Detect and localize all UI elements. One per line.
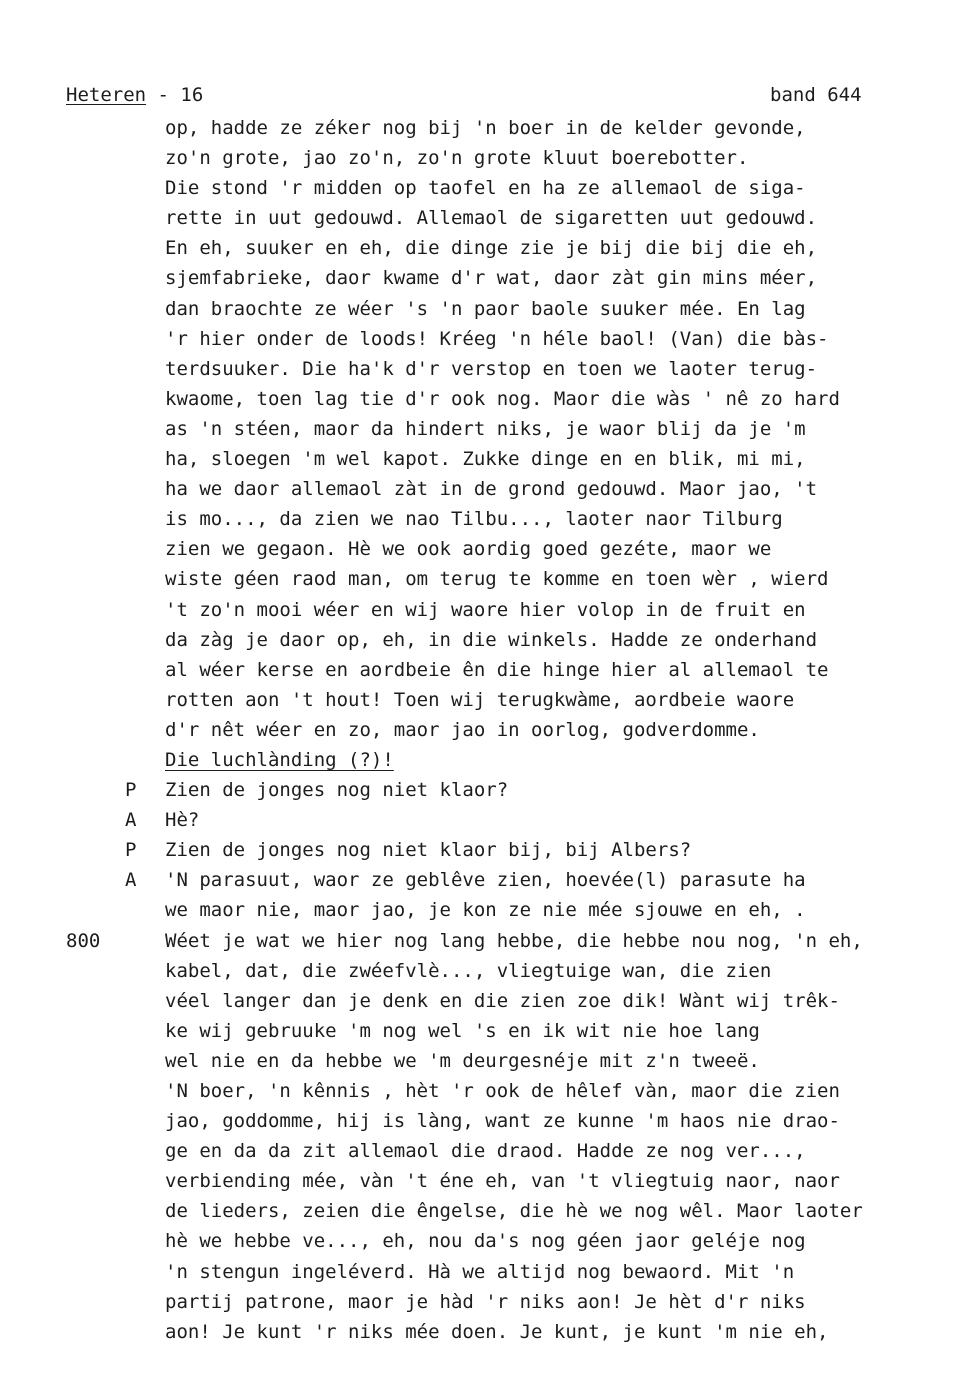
transcript-line: [0, 956, 966, 986]
line-text: 'r hier onder de loods! Kréeg 'n héle baol! (Van) die bàs-: [165, 327, 829, 350]
line-text: ge en da da zit allemaol die draod. Hadde ze nog ver...,: [165, 1140, 806, 1163]
line-text: dan braochte ze wéer 's 'n paor baole suuker mée. En lag: [165, 297, 806, 320]
transcript-line: [0, 655, 966, 685]
place-name: Heteren: [66, 84, 147, 106]
line-text: terdsuuker. Die ha'k d'r verstop en toen we laoter terug-: [165, 357, 818, 380]
transcript-line: [0, 865, 966, 895]
transcript-line: [0, 1046, 966, 1076]
transcript-line: [0, 625, 966, 655]
line-text: hè we hebbe ve..., eh, nou da's nog géen jaor geléje nog: [165, 1230, 806, 1253]
line-text: op, hadde ze zéker nog bij 'n boer in de kelder gevonde,: [165, 117, 806, 139]
line-text: kabel, dat, die zwéefvlè..., vliegtuige wan, die zien: [165, 959, 772, 982]
line-text: as 'n stéen, maor da hindert niks, je waor blij da je 'm: [165, 417, 806, 440]
transcript-line: [0, 294, 966, 324]
transcript-line: [0, 805, 966, 835]
line-text: wiste géen raod man, om terug te komme en toen wèr , wierd: [165, 568, 829, 591]
transcript-line: [0, 504, 966, 534]
transcript-line: [0, 595, 966, 625]
line-text: Die luchlànding (?)!: [165, 748, 394, 771]
transcript-line: [0, 1317, 966, 1347]
transcript-line: [0, 1287, 966, 1317]
line-text: zo'n grote, jao zo'n, zo'n grote kluut boerebotter.: [165, 147, 749, 170]
line-text: Hè?: [165, 809, 200, 832]
page-header-left: [66, 83, 203, 107]
speaker-label: P: [125, 839, 137, 862]
transcript-line: [0, 384, 966, 414]
transcript-body: [0, 113, 966, 1347]
line-text: Wéet je wat we hier nog lang hebbe, die hebbe nou nog, 'n eh,: [165, 929, 863, 952]
transcript-line: [0, 835, 966, 865]
line-text: 't zo'n mooi wéer en wij waore hier volop in de fruit en: [165, 598, 806, 621]
line-text: 'N parasuut, waor ze geblêve zien, hoevée(l) parasute ha: [165, 869, 806, 892]
line-text: rette in uut gedouwd. Allemaol de sigaretten uut gedouwd.: [165, 207, 818, 230]
line-text: ha we daor allemaol zàt in de grond gedouwd. Maor jao, 't: [165, 478, 818, 501]
speaker-label: A: [125, 809, 137, 832]
speaker-label: A: [125, 869, 137, 892]
line-text: d'r nêt wéer en zo, maor jao in oorlog, godverdomme.: [165, 718, 760, 741]
transcript-line: [0, 1106, 966, 1136]
transcript-line: [0, 203, 966, 233]
line-text: jao, goddomme, hij is làng, want ze kunne 'm haos nie drao-: [165, 1110, 840, 1133]
transcript-line: [0, 564, 966, 594]
transcript-line: [0, 444, 966, 474]
transcript-line: [0, 715, 966, 745]
line-text: zien we gegaon. Hè we ook aordig goed gezéte, maor we: [165, 538, 772, 561]
transcript-line: [0, 1076, 966, 1106]
line-text: Die stond 'r midden op taofel en ha ze allemaol de siga-: [165, 177, 806, 200]
transcript-line: [0, 685, 966, 715]
transcript-line: [0, 895, 966, 925]
transcript-line: [0, 173, 966, 203]
line-text: 'N boer, 'n kênnis , hèt 'r ook de hêlef vàn, maor die zien: [165, 1080, 840, 1102]
line-text: aon! Je kunt 'r niks mée doen. Je kunt, je kunt 'm nie eh,: [165, 1320, 829, 1343]
line-text: 'n stengun ingeléverd. Hà we altijd nog bewaord. Mit 'n: [165, 1260, 795, 1283]
transcript-line: [0, 1257, 966, 1287]
line-text: kwaome, toen lag tie d'r ook nog. Maor die wàs ' nê zo hard: [165, 387, 840, 410]
line-text: sjemfabrieke, daor kwame d'r wat, daor zàt gin mins méer,: [165, 267, 818, 290]
speaker-label: P: [125, 779, 137, 802]
line-text: is mo..., da zien we nao Tilbu..., laoter naor Tilburg: [165, 508, 783, 531]
transcript-line: [0, 745, 966, 775]
margin-counter: 800: [66, 929, 101, 952]
line-text: al wéer kerse en aordbeie ên die hinge hier al allemaol te: [165, 658, 829, 681]
line-text: Zien de jonges nog niet klaor?: [165, 779, 509, 802]
transcript-line: [0, 263, 966, 293]
band-number: band 644: [770, 84, 862, 106]
line-text: we maor nie, maor jao, je kon ze nie mée sjouwe en eh, .: [165, 899, 806, 922]
line-text: verbiending mée, vàn 't éne eh, van 't vliegtuig naor, naor: [165, 1170, 840, 1193]
page-number: - 16: [146, 84, 204, 106]
line-text: En eh, suuker en eh, die dinge zie je bij die bij die eh,: [165, 237, 818, 260]
transcript-line: [0, 926, 966, 956]
transcript-line: [0, 354, 966, 384]
line-text: wel nie en da hebbe we 'm deurgesnéje mit z'n tweeë.: [165, 1049, 760, 1072]
transcript-line: [0, 143, 966, 173]
line-text: ke wij gebruuke 'm nog wel 's en ik wit nie hoe lang: [165, 1019, 760, 1042]
transcript-line: [0, 474, 966, 504]
transcript-line: [0, 1226, 966, 1256]
transcript-line: [0, 113, 966, 143]
line-text: da zàg je daor op, eh, in die winkels. Hadde ze onderhand: [165, 628, 818, 651]
transcript-line: [0, 414, 966, 444]
line-text: ha, sloegen 'm wel kapot. Zukke dinge en en blik, mi mi,: [165, 448, 806, 471]
transcript-line: [0, 534, 966, 564]
transcript-line: [0, 324, 966, 354]
line-text: de lieders, zeien die êngelse, die hè we nog wêl. Maor laoter: [165, 1200, 863, 1223]
line-text: véel langer dan je denk en die zien zoe dik! Wànt wij trêk-: [165, 989, 840, 1012]
line-text: partij patrone, maor je hàd 'r niks aon! Je hèt d'r niks: [165, 1290, 806, 1313]
transcript-line: [0, 1196, 966, 1226]
transcript-line: [0, 986, 966, 1016]
line-text: Zien de jonges nog niet klaor bij, bij Albers?: [165, 839, 692, 862]
line-text: rotten aon 't hout! Toen wij terugkwàme, aordbeie waore: [165, 688, 795, 711]
transcript-line: [0, 1016, 966, 1046]
transcript-line: [0, 1166, 966, 1196]
transcript-line: [0, 1136, 966, 1166]
transcript-line: [0, 233, 966, 263]
transcript-line: [0, 775, 966, 805]
